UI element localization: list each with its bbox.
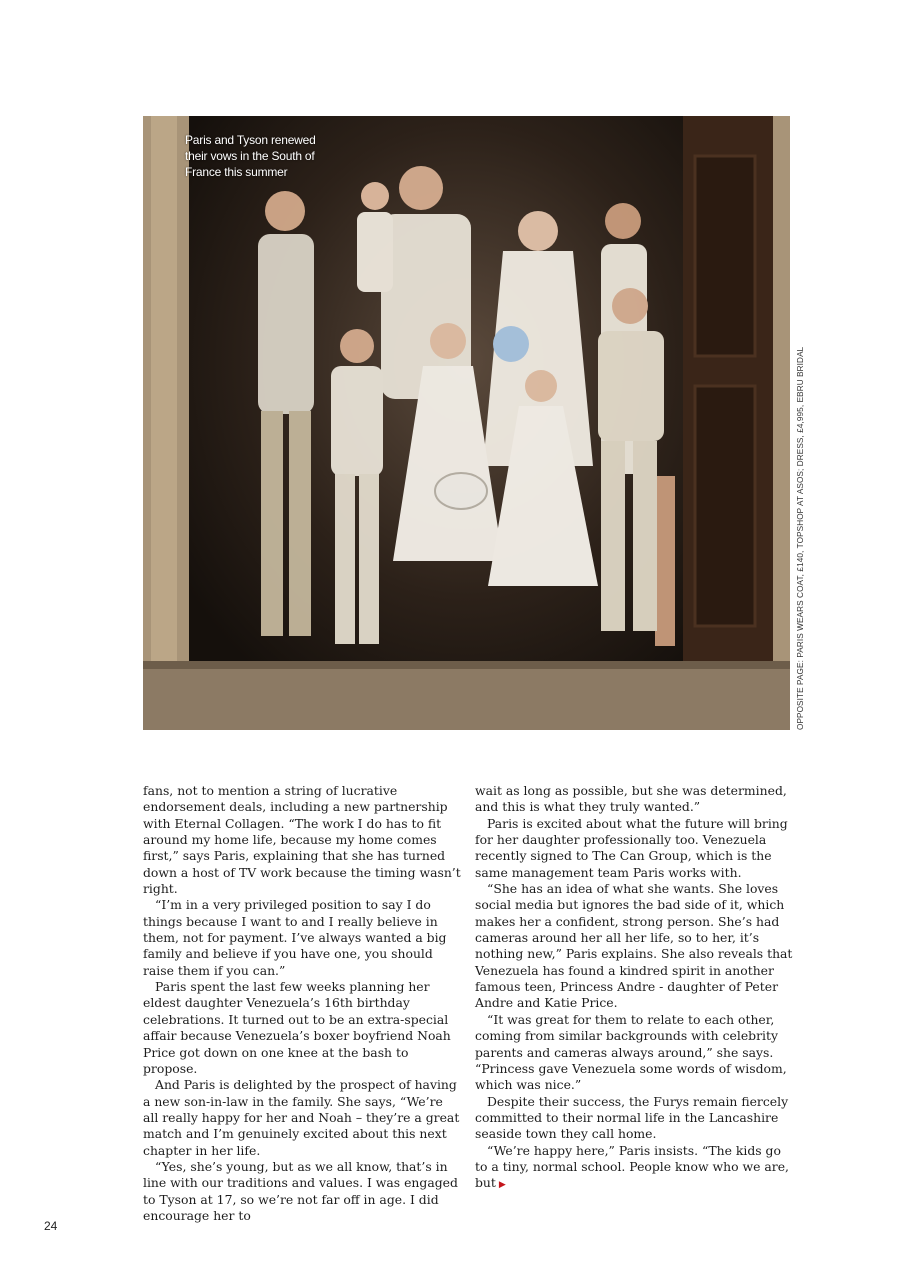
paragraph-last bbox=[475, 1143, 793, 1194]
figures bbox=[258, 166, 675, 646]
family-photo bbox=[143, 116, 790, 730]
paragraph: And Paris is delighted by the prospect of having a new son-in-law in the family. She says, “We’re all really happy for her and Noah – they’re a great match and I’m genuinely excited about this next chapter in her life. bbox=[143, 1077, 460, 1158]
article-left-column bbox=[143, 783, 461, 1224]
paragraph: Despite their success, the Furys remain fiercely committed to their normal life in the Lancashire seaside town they call home. bbox=[475, 1093, 789, 1142]
paragraph: “I’m in a very privileged position to say I do things because I want to and I really believe in them, not for payment. I’ve always wanted a big family and believe if you have one, you should raise them if you can.” bbox=[143, 897, 447, 978]
family-photo-illustration bbox=[143, 116, 790, 730]
paragraph: “Yes, she’s young, but as we all know, that’s in line with our traditions and values. I was engaged to Tyson at 17, so we’re not far off in age. I did encourage her to bbox=[143, 1158, 458, 1223]
article-right-column bbox=[475, 783, 793, 1194]
paragraph: “She has an idea of what she wants. She loves social media but ignores the bad side of it, which makes her a confident, strong person. She’s had cameras around her all her life, so to her, it’s nothing new,” Paris explains. She also reveals that Venezuela has found a kindred spirit in another famous teen, Princess Andre - daughter of Peter Andre and Katie Price. bbox=[475, 881, 793, 1011]
fashion-credit: OPPOSITE PAGE: PARIS WEARS COAT, £140, TOPSHOP AT ASOS; DRESS, £4,995, EBRU BRIDAL bbox=[796, 346, 805, 730]
paragraph-text: “We’re happy here,” Paris insists. “The kids go to a tiny, normal school. People know who we are, but bbox=[475, 1142, 789, 1191]
page-number: 24 bbox=[44, 1219, 58, 1233]
paragraph: “It was great for them to relate to each other, coming from similar backgrounds with celebrity parents and cameras always around,” she says. “Princess gave Venezuela some words of wisdom, which was nice.” bbox=[475, 1011, 787, 1093]
paragraph: wait as long as possible, but she was determined, and this is what they truly wanted.” bbox=[475, 783, 787, 815]
paragraph: Paris spent the last few weeks planning her eldest daughter Venezuela’s 16th birthday celebrations. It turned out to be an extra-special affair because Venezuela’s boxer boyfriend Noah Price got down on one knee at the bash to propose. bbox=[143, 979, 451, 1076]
photo-caption: Paris and Tyson renewed their vows in the South of France this summer bbox=[185, 133, 316, 179]
paragraph: Paris is excited about what the future will bring for her daughter professionally too. Venezuela recently signed to The Can Group, which is the same management team Paris works with. bbox=[475, 815, 788, 880]
continue-arrow-icon: ▶ bbox=[498, 1180, 506, 1191]
paragraph: fans, not to mention a string of lucrative endorsement deals, including a new partnership with Eternal Collagen. “The work I do has to fit around my home life, because my home comes first,” says Paris, explaining that she has turned down a host of TV work because the timing wasn’t right. bbox=[143, 783, 461, 897]
